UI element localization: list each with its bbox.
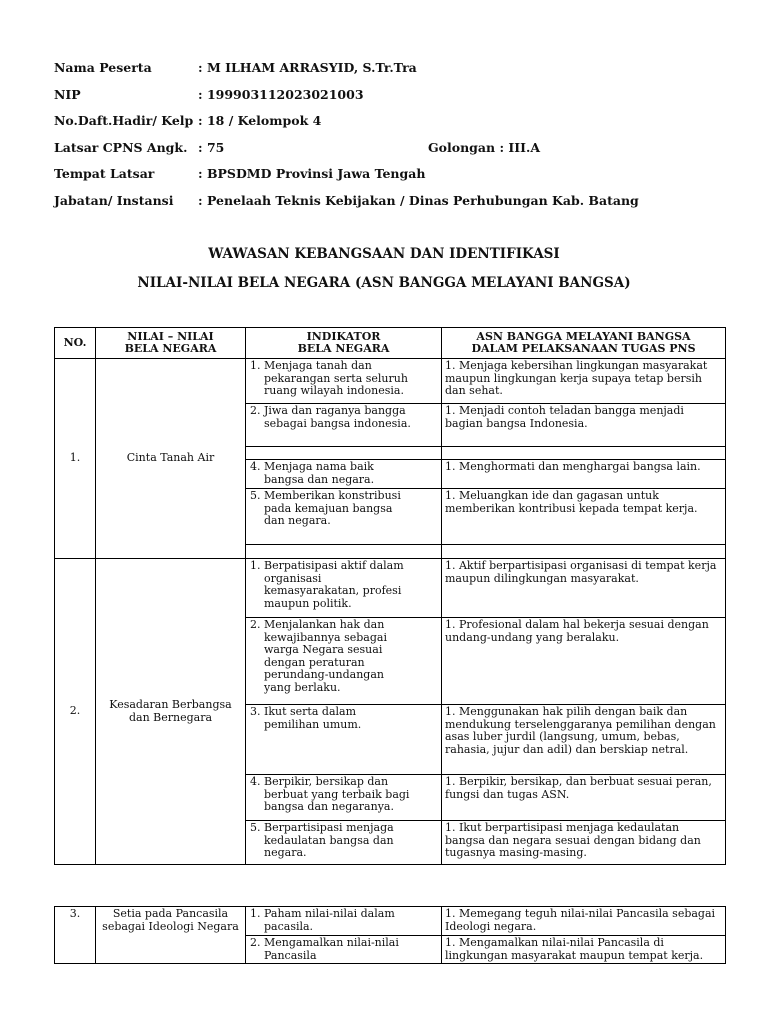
indikator-cell [246, 447, 442, 460]
table-row [55, 559, 726, 618]
info-label: Nama Peserta [54, 60, 152, 75]
indikator-text: Berpatisipasi aktif dalam organisasi kemasyarakatan, profesi maupun politik. [264, 559, 404, 610]
indikator-cell [246, 618, 442, 705]
header-indikator-text: INDIKATOR BELA NEGARA [297, 330, 390, 355]
indikator-number: 2. [250, 936, 261, 949]
document-title-line1: WAWASAN KEBANGSAAN DAN IDENTIFIKASI [208, 246, 560, 262]
asn-cell: 1. Meluangkan ide dan gagasan untuk memberikan kontribusi kepada tempat kerja. [442, 489, 726, 545]
asn-cell [442, 447, 726, 460]
info-label: Jabatan/ Instansi [54, 192, 174, 208]
indikator-cell [246, 559, 442, 618]
bela-negara-table [54, 327, 726, 865]
info-value: : 18 / Kelompok 4 [198, 113, 322, 129]
info-value: : BPSDMD Provinsi Jawa Tengah [198, 166, 426, 182]
indikator-cell [246, 404, 442, 447]
indikator-text: Memberikan konstribusi pada kemajuan bangsa dan negara. [264, 489, 401, 528]
bela-negara-table-continued [54, 906, 726, 964]
asn-cell: 1. Menghormati dan menghargai bangsa lain. [442, 460, 726, 489]
indikator-number: 2. [250, 618, 261, 631]
indikator-text: Jiwa dan raganya bangga sebagai bangsa indonesia. [264, 404, 411, 430]
group-nilai: Cinta Tanah Air [96, 359, 246, 559]
info-value: : 75 [198, 139, 225, 155]
header-indikator [246, 328, 442, 359]
table-row [55, 907, 726, 936]
indikator-number: 5. [250, 489, 261, 502]
asn-cell [442, 545, 726, 559]
asn-cell: 1. Aktif berpartisipasi organisasi di tempat kerja maupun dilingkungan masyarakat. [442, 559, 726, 618]
indikator-number: 1. [250, 359, 261, 372]
info-value: : Penelaah Teknis Kebijakan / Dinas Perhubungan Kab. Batang [198, 192, 639, 208]
document-title-line2: NILAI-NILAI BELA NEGARA (ASN BANGGA MELAYANI BANGSA) [137, 275, 631, 291]
indikator-text: Menjaga nama baik bangsa dan negara. [264, 460, 375, 486]
indikator-cell [246, 359, 442, 404]
indikator-number: 4. [250, 775, 261, 788]
info-label: No.Daft.Hadir/ Kelp [54, 113, 194, 129]
asn-cell: 1. Menjaga kebersihan lingkungan masyarakat maupun lingkungan kerja supaya tetap bersih dan sehat. [442, 359, 726, 404]
indikator-text: Berpikir, bersikap dan berbuat yang terbaik bagi bangsa dan negaranya. [264, 775, 410, 814]
indikator-cell [246, 936, 442, 964]
indikator-text: Mengamalkan nilai-nilai Pancasila [264, 936, 399, 962]
info-label: Tempat Latsar [54, 166, 155, 182]
indikator-number: 1. [250, 907, 261, 920]
asn-cell: 1. Profesional dalam hal bekerja sesuai dengan undang-undang yang beralaku. [442, 618, 726, 705]
header-asn [442, 328, 726, 359]
indikator-cell [246, 460, 442, 489]
indikator-cell [246, 907, 442, 936]
info-value: : M ILHAM ARRASYID, S.Tr.Tra [198, 60, 417, 75]
indikator-number: 2. [250, 404, 261, 417]
asn-cell: 1. Menggunakan hak pilih dengan baik dan mendukung terselenggaranya pemilihan dengan asas luber jurdil (langsung, umum, bebas, rahasia, jujur dan adil) dan berskiap netral. [442, 705, 726, 775]
indikator-cell [246, 821, 442, 865]
table-row [55, 359, 726, 404]
indikator-text: Paham nilai-nilai dalam pacasila. [264, 907, 395, 933]
info-label: Latsar CPNS Angk. [54, 139, 188, 155]
header-asn-text: ASN BANGGA MELAYANI BANGSA DALAM PELAKSANAAN TUGAS PNS [471, 330, 696, 355]
indikator-number: 1. [250, 559, 261, 572]
group-nilai: Kesadaran Berbangsa dan Bernegara [96, 559, 246, 865]
asn-cell: 1. Ikut berpartisipasi menjaga kedaulatan bangsa dan negara sesuai dengan bidang dan tugasnya masing-masing. [442, 821, 726, 865]
indikator-number: 5. [250, 821, 261, 834]
header-nilai-text: NILAI – NILAI BELA NEGARA [124, 330, 217, 355]
group-no: 1. [55, 359, 96, 559]
asn-cell: 1. Berpikir, bersikap, dan berbuat sesuai peran, fungsi dan tugas ASN. [442, 775, 726, 821]
indikator-text: Berpartisipasi menjaga kedaulatan bangsa dan negara. [264, 821, 394, 860]
header-no: NO. [55, 328, 96, 359]
group-no: 2. [55, 559, 96, 865]
indikator-cell [246, 489, 442, 545]
group-nilai: Setia pada Pancasila sebagai Ideologi Negara [96, 907, 246, 964]
indikator-number: 3. [250, 705, 261, 718]
info-value: : 199903112023021003 [198, 86, 364, 102]
indikator-text: Ikut serta dalam pemilihan umum. [264, 705, 362, 731]
indikator-text: Menjaga tanah dan pekarangan serta seluruh ruang wilayah indonesia. [264, 359, 408, 398]
info-golongan: Golongan : III.A [428, 139, 541, 155]
header-nilai [96, 328, 246, 359]
indikator-cell [246, 775, 442, 821]
indikator-cell [246, 545, 442, 559]
group-no: 3. [55, 907, 96, 964]
indikator-cell [246, 705, 442, 775]
table-header-row [55, 328, 726, 359]
asn-cell: 1. Menjadi contoh teladan bangga menjadi bagian bangsa Indonesia. [442, 404, 726, 447]
indikator-number: 4. [250, 460, 261, 473]
asn-cell: 1. Memegang teguh nilai-nilai Pancasila sebagai Ideologi negara. [442, 907, 726, 936]
info-label: NIP [54, 86, 81, 102]
indikator-text: Menjalankan hak dan kewajibannya sebagai warga Negara sesuai dengan peraturan perundang-undangan yang berlaku. [264, 618, 387, 694]
asn-cell: 1. Mengamalkan nilai-nilai Pancasila di lingkungan masyarakat maupun tempat kerja. [442, 936, 726, 964]
